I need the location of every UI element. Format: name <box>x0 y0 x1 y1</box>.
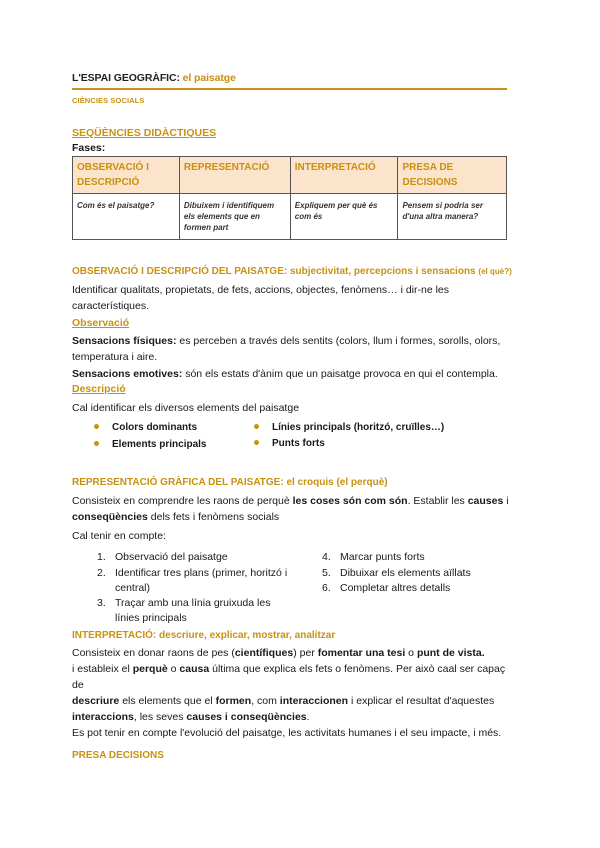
title-rule <box>72 88 507 90</box>
interp-d4: . <box>306 711 310 723</box>
phase-question: Dibuixem i identifiquem els elements que en formen part <box>179 194 290 240</box>
heading-presa-decisions: PRESA DECISIONS <box>72 750 164 761</box>
phase-question: Expliquem per què és com és <box>290 194 398 240</box>
step-number: 3. <box>97 597 106 609</box>
interp-e1: Es pot tenir en compte l'evolució del paisatge, les activitats humanes i el seu impacte, i més. <box>72 727 502 739</box>
rep-intro-d: causes <box>467 495 504 507</box>
heading-representacio: REPRESENTACIÓ GRÀFICA DEL PAISATGE: el croquis (el perquè) <box>72 477 388 488</box>
interp-b1: i estableix el <box>72 663 133 675</box>
phase-question: Pensem si podria ser d'una altra manera? <box>398 194 507 240</box>
bullet-text: Punts forts <box>272 438 325 449</box>
interp-d2: , les seves <box>133 711 187 723</box>
step-number: 2. <box>97 567 106 579</box>
interp-a4: fomentar una tesi <box>317 647 406 659</box>
interp-text <box>72 645 512 741</box>
bullet-text: Elements principals <box>112 439 207 450</box>
interp-d3: causes i conseqüències <box>186 711 307 723</box>
rep-intro-g: dels fets i fenòmens socials <box>147 511 280 523</box>
bullet-text: Colors dominants <box>112 422 198 433</box>
interp-a2: científiques <box>234 647 294 659</box>
sub-observacio[interactable]: Observació <box>72 317 130 329</box>
obs-intro: Identificar qualitats, propietats, de fets, accions, objectes, fenòmens… i dir-ne les característiques. <box>72 284 450 312</box>
doc-title <box>72 72 236 84</box>
interp-d1: interaccions <box>72 711 134 723</box>
interp-b3: o <box>167 663 180 675</box>
rep-intro-e: i <box>503 495 509 507</box>
obs-fisiques-label: Sensacions físiques: <box>72 335 177 347</box>
step-number: 1. <box>97 551 106 563</box>
list-item <box>254 438 325 449</box>
rep-intro-f: conseqüències <box>72 511 148 523</box>
phase-header: OBSERVACIÓ I DESCRIPCIÓ <box>73 157 180 194</box>
interp-b2: perquè <box>132 663 168 675</box>
interp-b5: última que explica els fets o fenòmens. Per això caal ser capaç de <box>72 663 506 691</box>
heading-observacio-text: OBSERVACIÓ I DESCRIPCIÓ DEL PAISATGE: subjectivitat, percepcions i sensacions <box>72 266 476 277</box>
bullet-text: Línies principals (horitzó, cruïlles…) <box>272 422 445 433</box>
doc-title-main: L'ESPAI GEOGRÀFIC: <box>72 72 180 84</box>
rep-compte: Cal tenir en compte: <box>72 530 166 542</box>
rep-intro <box>72 493 512 525</box>
interp-a1: Consisteix en donar raons de pes ( <box>72 647 235 659</box>
bullet-dot <box>94 441 99 446</box>
interp-b4: causa <box>179 663 210 675</box>
heading-observacio-small: (el què?) <box>478 267 512 276</box>
phase-header: REPRESENTACIÓ <box>179 157 290 194</box>
obs-emotives <box>72 366 512 382</box>
obs-fisiques <box>72 333 512 365</box>
phases-question-row <box>73 194 507 240</box>
bullet-dot <box>254 440 259 445</box>
interp-c1: descriure <box>72 695 120 707</box>
rep-intro-a: Consisteix en comprendre les raons de perquè <box>72 495 293 507</box>
interp-a5: o <box>405 647 417 659</box>
obs-descripcio-text: Cal identificar els diversos elements del paisatge <box>72 402 300 414</box>
bullet-dot <box>94 424 99 429</box>
bullet-dot <box>254 424 259 429</box>
phase-question: Com és el paisatge? <box>73 194 180 240</box>
step-text: Identificar tres plans (primer, horitzó i central) <box>115 567 288 594</box>
step-number: 6. <box>322 582 331 594</box>
step-text: Observació del paisatge <box>115 551 228 563</box>
rep-intro-b: les coses són com són <box>292 495 408 507</box>
phase-header: INTERPRETACIÓ <box>290 157 398 194</box>
interp-c5: interaccionen <box>279 695 349 707</box>
doc-title-accent: el paisatge <box>182 72 236 84</box>
phase-header: PRESA DE DECISIONS <box>398 157 507 194</box>
obs-emotives-label: Sensacions emotives: <box>72 368 183 380</box>
obs-fisiques-text: es perceben a través dels sentits (colors, llum i formes, sorolls, olors, temperatura i aire. <box>72 335 501 363</box>
phases-table <box>72 156 507 240</box>
step-text: Traçar amb una línia gruixuda les línies principals <box>115 597 271 624</box>
interp-c6: i explicar el resultat d'aquestes <box>348 695 495 707</box>
sub-descripcio[interactable]: Descripció <box>72 383 126 395</box>
fases-label: Fases: <box>72 142 106 154</box>
step-number: 4. <box>322 551 331 563</box>
list-item <box>254 422 444 433</box>
interp-a6: punt de vista. <box>416 647 485 659</box>
interp-c3: formen <box>215 695 252 707</box>
interp-c4: , com <box>251 695 280 707</box>
step-number: 5. <box>322 567 331 579</box>
step-text: Completar altres detalls <box>340 582 451 594</box>
step-text: Dibuixar els elements aïllats <box>340 567 471 579</box>
heading-interpretacio: INTERPRETACIÓ: descriure, explicar, mostrar, analitzar <box>72 630 336 641</box>
list-item <box>94 422 197 433</box>
heading-observacio <box>72 266 512 277</box>
list-item <box>94 439 206 450</box>
subject-label: CIÈNCIES SOCIALS <box>72 96 145 105</box>
phases-header-row <box>73 157 507 194</box>
section-sequences[interactable]: SEQÜÈNCIES DIDÀCTIQUES <box>72 127 217 139</box>
rep-intro-c: . Establir les <box>407 495 468 507</box>
obs-emotives-text: són els estats d'ànim que un paisatge provoca en qui el contempla. <box>185 368 498 380</box>
interp-a3: ) per <box>293 647 318 659</box>
step-text: Marcar punts forts <box>340 551 425 563</box>
interp-c2: els elements que el <box>119 695 216 707</box>
